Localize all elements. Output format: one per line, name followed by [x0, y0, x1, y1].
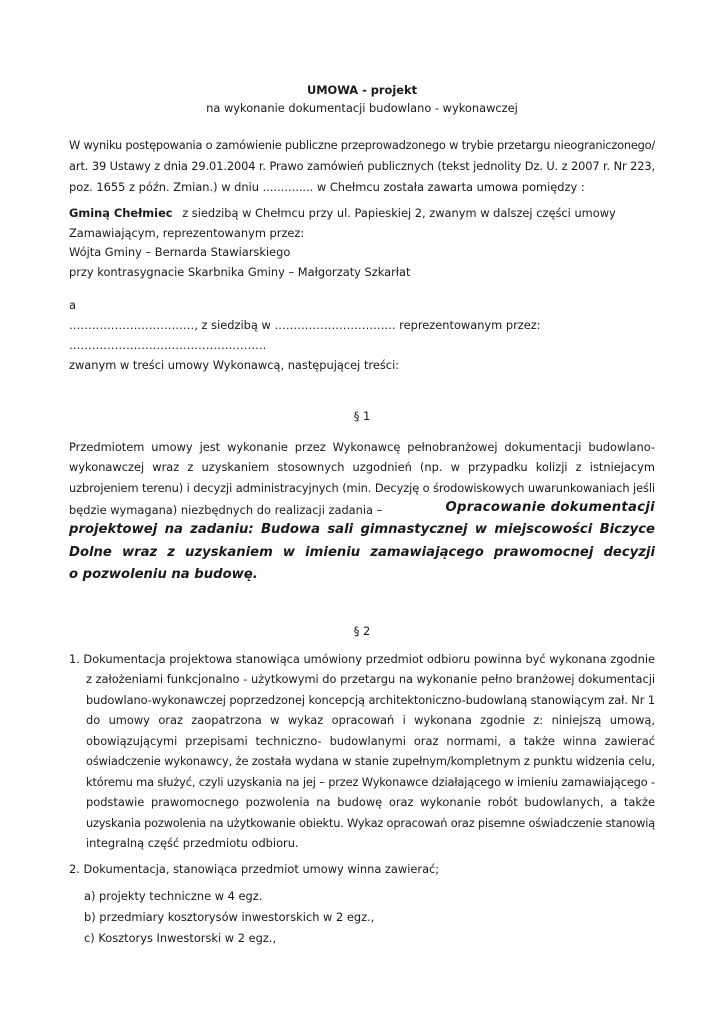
section2-heading: § 2 — [353, 624, 371, 638]
list-item: b) przedmiary kosztorysów inwestorskich w 2 egz., — [84, 910, 375, 924]
section2-p1-line-4: do umowy oraz zaopatrzona w wykaz opracowań i wykonana zgodnie z: niniejszą umową, — [86, 713, 655, 727]
party1-countersignature: przy kontrasygnacie Skarbnika Gminy – Małgorzaty Szkarłat — [69, 265, 411, 279]
section2-p1-line-9: uzyskania pozwolenia na użytkowanie obiektu. Wykaz opracowań oraz pisemne oświadczenie stanowią — [86, 816, 655, 830]
document-subtitle: na wykonanie dokumentacji budowlano - wykonawczej — [206, 101, 518, 115]
section2-p1-line-3: budowlano-wykonawczej poprzedzonej koncepcją architektoniczno-budowlaną stanowiącym zał. Nr 1 — [86, 693, 655, 707]
intro-line-1 — [69, 138, 655, 152]
party1-line-1 — [69, 206, 655, 220]
section2-p1-line-2: z założeniami funkcjonalno - użytkowymi do przetargu na wykonanie pełno branżowej dokumentacji — [86, 672, 655, 686]
section2-p1-line-7: któremu ma służyć, czyli uzyskania na jej – przez Wykonawce działającego w imieniu zamawiającego - — [86, 775, 655, 789]
section1-line-1: Przedmiotem umowy jest wykonanie przez Wykonawcę pełnobranżowej dokumentacji budowlano- — [69, 440, 655, 454]
section1-line-4 — [69, 500, 655, 517]
intro-line-1-text: W wyniku postępowania o zamówienie publiczne przeprowadzonego w trybie przetargu nieograniczonego/ — [69, 138, 655, 152]
section2-p2-line-1: 2. Dokumentacja, stanowiąca przedmiot umowy winna zawierać; — [69, 862, 440, 876]
party2-conjunction: a — [69, 298, 76, 312]
list-item: c) Kosztorys Inwestorski w 2 egz., — [84, 931, 277, 945]
party2-line-1: ……………………………, z siedzibą w ………………………….. reprezentowanym przez: — [69, 318, 541, 332]
intro-line-2: art. 39 Ustawy z dnia 29.01.2004 r. Prawo zamówień publicznych (tekst jednolity Dz. U. z 2007 r. Nr 223, — [69, 159, 655, 173]
party1-line-1-rest: z siedzibą w Chełmcu przy ul. Papieskiej 2, zwanym w dalszej części umowy — [182, 206, 616, 220]
document-title: UMOWA - projekt — [306, 83, 418, 97]
section1-line-4-plain: będzie wymagana) niezbędnych do realizacji zadania – — [69, 503, 383, 517]
party1-representative: Wójta Gminy – Bernarda Stawiarskiego — [69, 245, 291, 259]
section2-p1-line-5: obowiązującymi przepisami techniczno- budowlanymi oraz normami, a także winna zawierać — [86, 734, 655, 748]
section1-line-6: Dolne wraz z uzyskaniem w imieniu zamawiającego prawomocnej decyzji — [69, 545, 655, 560]
party1-name: Gminą Chełmiec — [69, 206, 173, 220]
section1-line-7: o pozwoleniu na budowę. — [69, 567, 258, 582]
section2-p1-line-6: oświadczenie wykonawcy, że została wydana w stanie zupełnym/kompletnym z punktu widzenia celu, — [86, 754, 655, 768]
list-item: a) projekty techniczne w 4 egz. — [84, 889, 263, 903]
section2-p1-line-1: 1. Dokumentacja projektowa stanowiąca umówiony przedmiot odbioru powinna być wykonana zgodnie — [69, 652, 655, 666]
section2-p1-line-10: integralną część przedmiotu odbioru. — [86, 836, 299, 850]
party2-line-2: ……………………………………………. — [69, 338, 267, 352]
section1-line-5: projektowej na zadaniu: Budowa sali gimnastycznej w miejscowości Biczyce — [69, 522, 655, 537]
intro-line-3: poz. 1655 z późn. Zmian.) w dniu .............. w Chełmcu została zawarta umowa pomiędzy : — [69, 180, 585, 194]
section2-p1-line-8: podstawie prawomocnego pozwolenia na budowę oraz wykonanie robót budowlanych, a także — [86, 795, 655, 809]
section1-line-2: wykonawczej wraz z uzyskaniem stosownych uzgodnień (np. w przypadku kolizji z istniejacym — [69, 460, 655, 474]
section1-heading: § 1 — [353, 409, 371, 423]
party2-line-3: zwanym w treści umowy Wykonawcą, następującej treści: — [69, 358, 400, 372]
section1-line-3: uzbrojeniem terenu) i decyzji administracyjnych (min. Decyzję o środowiskowych uwarunkowaniach jeśli — [69, 481, 655, 495]
section1-line-4-bold: Opracowanie dokumentacji — [445, 500, 655, 515]
party1-line-2: Zamawiającym, reprezentowanym przez: — [69, 226, 305, 240]
